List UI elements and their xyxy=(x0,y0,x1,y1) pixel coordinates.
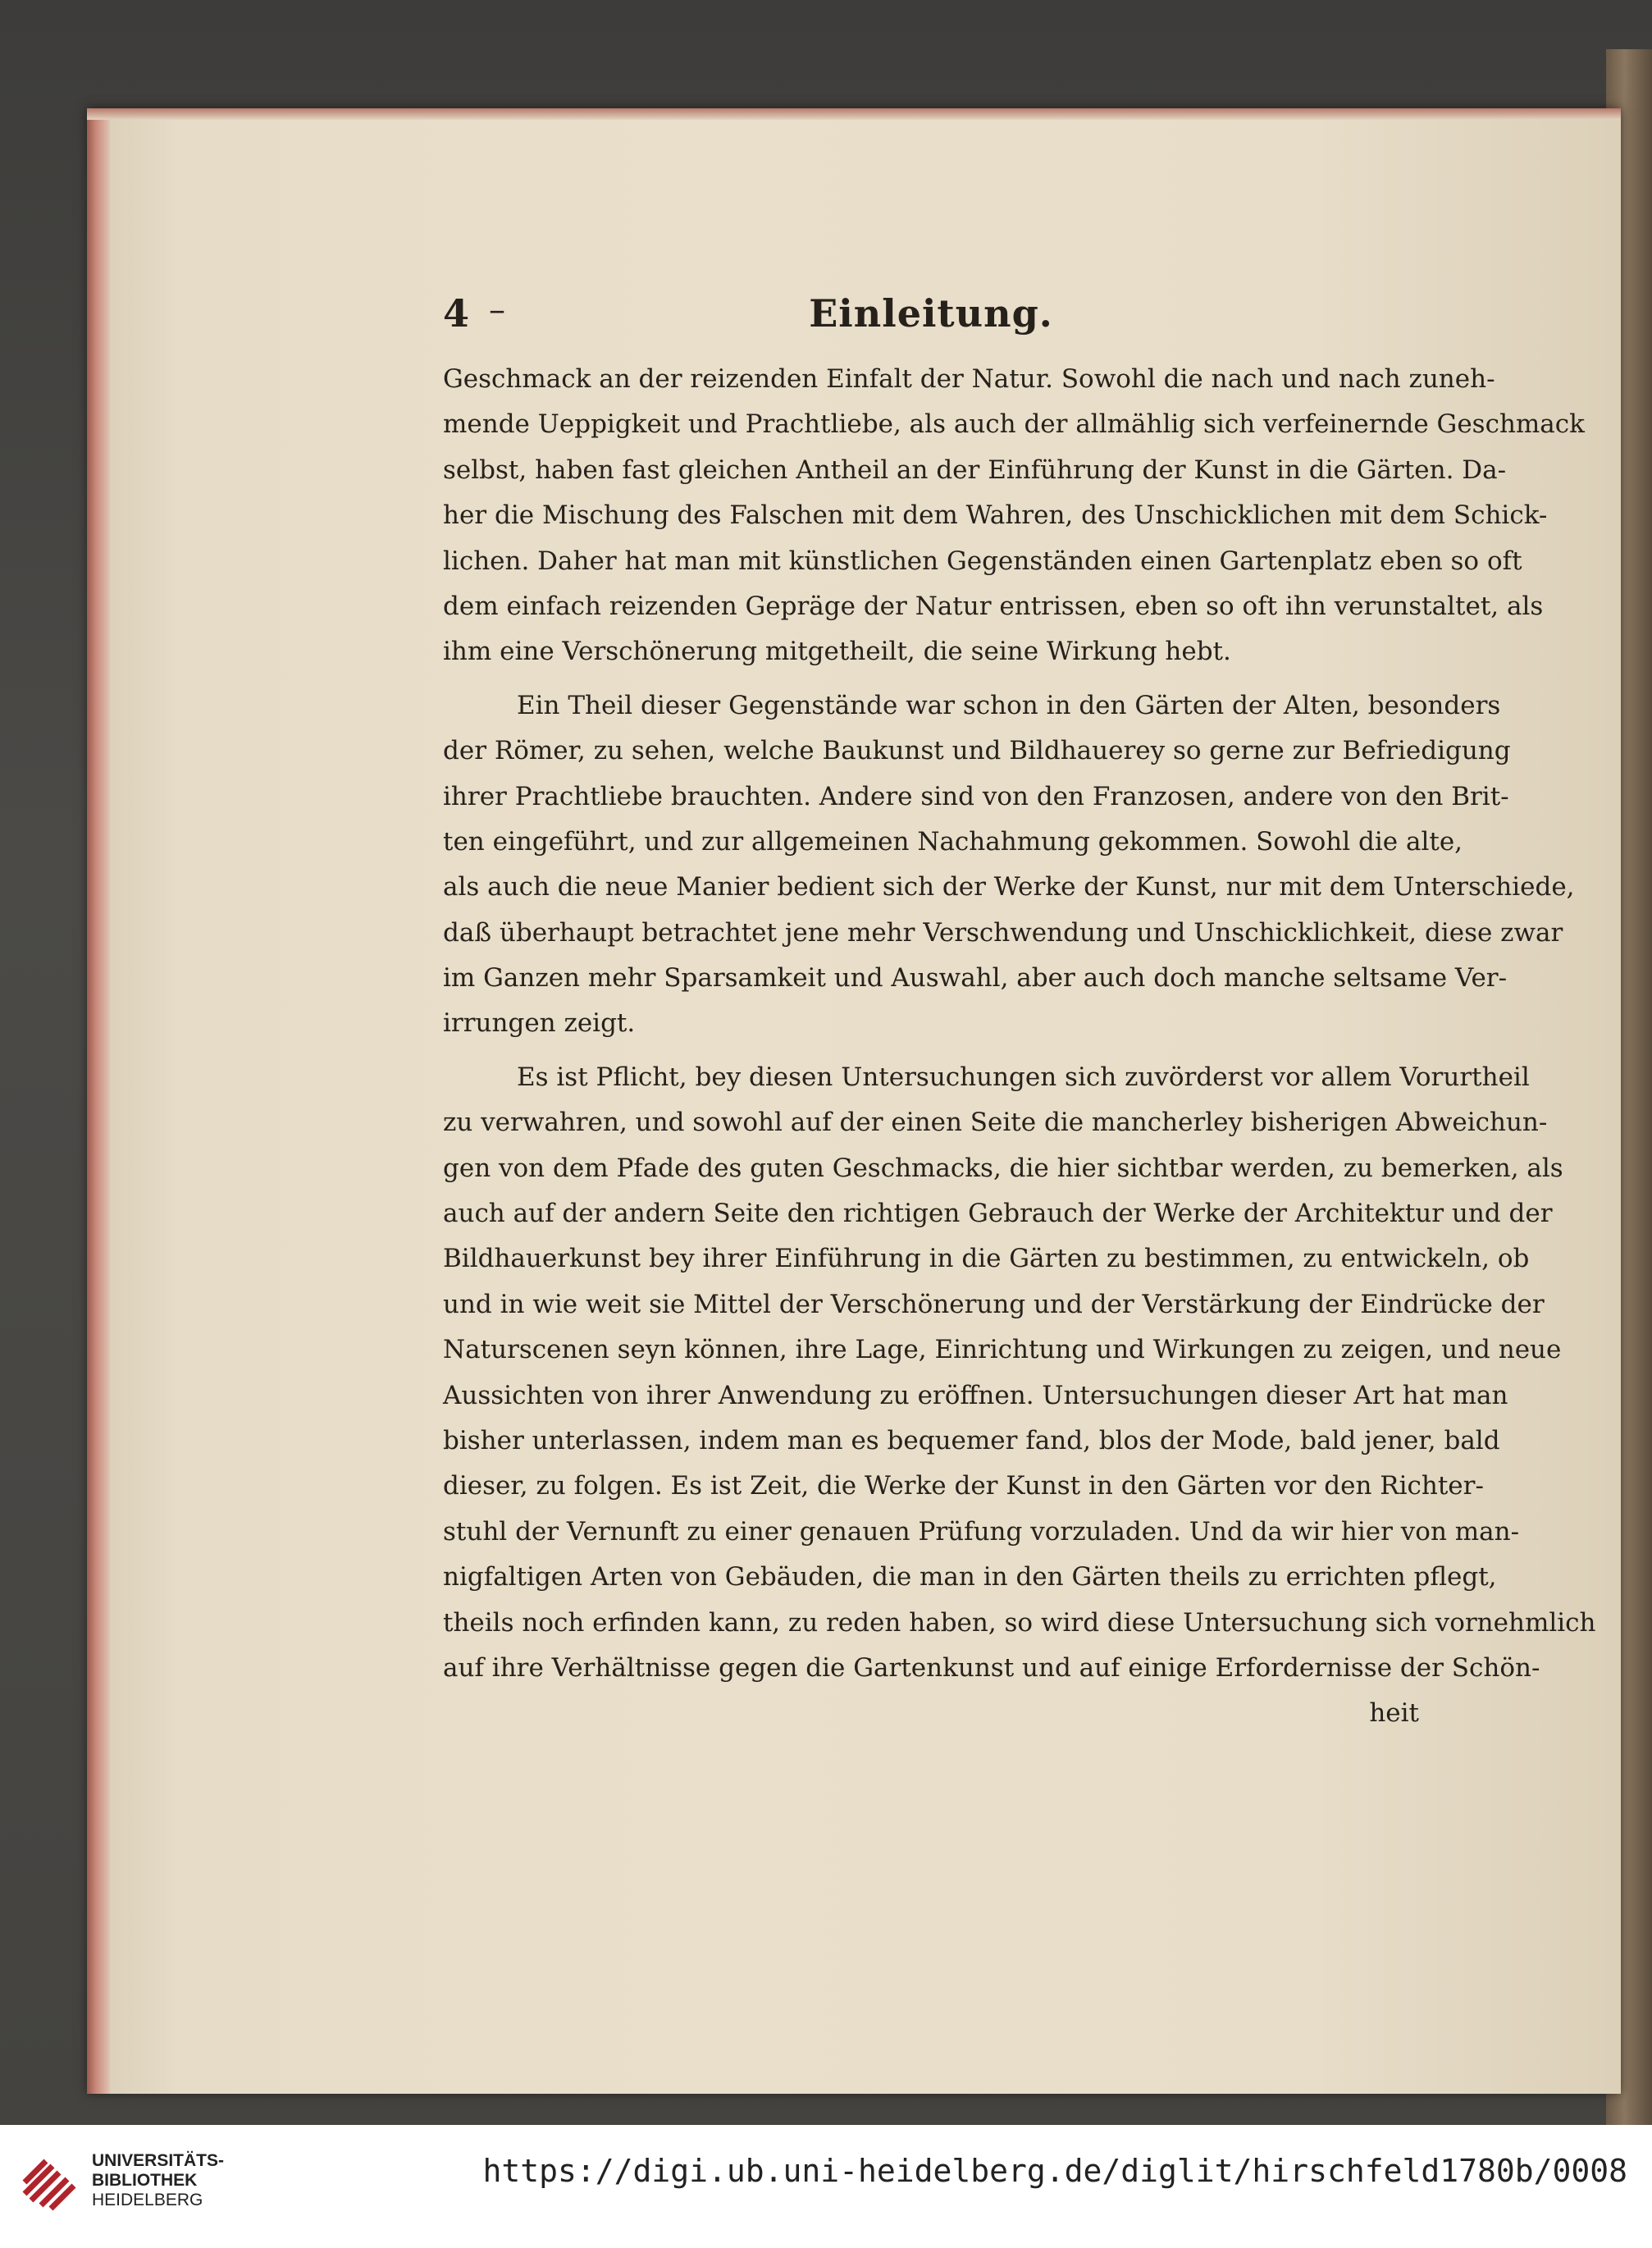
text-line: mende Ueppigkeit und Prachtliebe, als auch der allmählig sich verfeinernde Geschmack xyxy=(443,409,1585,440)
text-line: bisher unterlassen, indem man es bequemer fand, blos der Mode, bald jener, bald xyxy=(443,1425,1500,1455)
text-line: gen von dem Pfade des guten Geschmacks, die hier sichtbar werden, zu bemerken, als xyxy=(443,1153,1563,1183)
text-line: ten eingeführt, und zur allgemeinen Nachahmung gekommen. Sowohl die alte, xyxy=(443,826,1463,857)
institution-line: BIBLIOTHEK xyxy=(92,2171,198,2190)
text-line: theils noch erfinden kann, zu reden haben, so wird diese Untersuchung sich vornehmlich xyxy=(443,1607,1596,1638)
text-line: ihm eine Verschönerung mitgetheilt, die seine Wirkung hebt. xyxy=(443,637,1231,667)
catchword: heit xyxy=(1369,1698,1419,1729)
university-library-logo-icon xyxy=(18,2146,82,2218)
text-line: stuhl der Vernunft zu einer genauen Prüfung vorzuladen. Und da wir hier von man- xyxy=(443,1516,1520,1547)
institution-line: HEIDELBERG xyxy=(92,2191,203,2209)
text-line: Es ist Pflicht, bey diesen Untersuchungen sich zuvörderst vor allem Vorurtheil xyxy=(517,1062,1530,1092)
text-line: auf ihre Verhältnisse gegen die Gartenkunst und auf einige Erfordernisse der Schön- xyxy=(443,1652,1540,1683)
text-line: daß überhaupt betrachtet jene mehr Verschwendung und Unschicklichkeit, diese zwar xyxy=(443,917,1563,948)
institution-name xyxy=(92,2151,224,2210)
text-line: Aussichten von ihrer Anwendung zu eröffnen. Untersuchungen dieser Art hat man xyxy=(443,1380,1508,1410)
page-top-edge xyxy=(87,108,1621,120)
text-line: und in wie weit sie Mittel der Verschönerung und der Verstärkung der Eindrücke der xyxy=(443,1289,1545,1319)
page-number: 4 xyxy=(443,291,470,336)
text-line: irrungen zeigt. xyxy=(443,1008,636,1039)
text-line: lichen. Daher hat man mit künstlichen Gegenständen einen Gartenplatz eben so oft xyxy=(443,546,1522,576)
text-line: im Ganzen mehr Sparsamkeit und Auswahl, aber auch doch manche seltsame Ver- xyxy=(443,963,1508,994)
text-line: dem einfach reizenden Gepräge der Natur entrissen, eben so oft ihn verunstaltet, als xyxy=(443,591,1544,621)
text-line: der Römer, zu sehen, welche Baukunst und Bildhauerey so gerne zur Befriedigung xyxy=(443,736,1511,766)
paragraph-gap xyxy=(443,675,1419,683)
text-line: selbst, haben fast gleichen Antheil an der Einführung der Kunst in die Gärten. Da- xyxy=(443,455,1507,485)
chapter-title: Einleitung. xyxy=(809,291,1053,336)
paragraph-gap xyxy=(443,1047,1419,1055)
institution-line: UNIVERSITÄTS- xyxy=(92,2151,225,2170)
text-line: Ein Theil dieser Gegenstände war schon in den Gärten der Alten, besonders xyxy=(517,690,1501,720)
text-line: Naturscenen seyn können, ihre Lage, Einrichtung und Wirkungen zu zeigen, und neue xyxy=(443,1335,1562,1365)
text-line: nigfaltigen Arten von Gebäuden, die man in den Gärten theils zu errichten pflegt, xyxy=(443,1562,1497,1592)
running-head xyxy=(443,291,1419,340)
text-line: ihrer Prachtliebe brauchten. Andere sind von den Franzosen, andere von den Brit- xyxy=(443,781,1509,811)
text-line: zu verwahren, und sowohl auf der einen Seite die mancherley bisherigen Abweichun- xyxy=(443,1108,1548,1138)
head-dash: – xyxy=(489,291,505,329)
permalink-url[interactable]: https://digi.ub.uni-heidelberg.de/diglit/hirschfeld1780b/0008 xyxy=(482,2153,1627,2189)
page-red-edge xyxy=(87,108,110,2094)
text-line: her die Mischung des Falschen mit dem Wahren, des Unschicklichen mit dem Schick- xyxy=(443,500,1548,531)
text-line: Bildhauerkunst bey ihrer Einführung in die Gärten zu bestimmen, zu entwickeln, ob xyxy=(443,1244,1530,1274)
text-line: auch auf der andern Seite den richtigen Gebrauch der Werke der Architektur und der xyxy=(443,1199,1553,1229)
text-line: Geschmack an der reizenden Einfalt der Natur. Sowohl die nach und nach zuneh- xyxy=(443,364,1495,394)
text-line: als auch die neue Manier bedient sich der Werke der Kunst, nur mit dem Unterschiede, xyxy=(443,872,1575,902)
body-text xyxy=(443,357,1596,1737)
text-line: dieser, zu folgen. Es ist Zeit, die Werke der Kunst in den Gärten vor den Richter- xyxy=(443,1471,1484,1501)
